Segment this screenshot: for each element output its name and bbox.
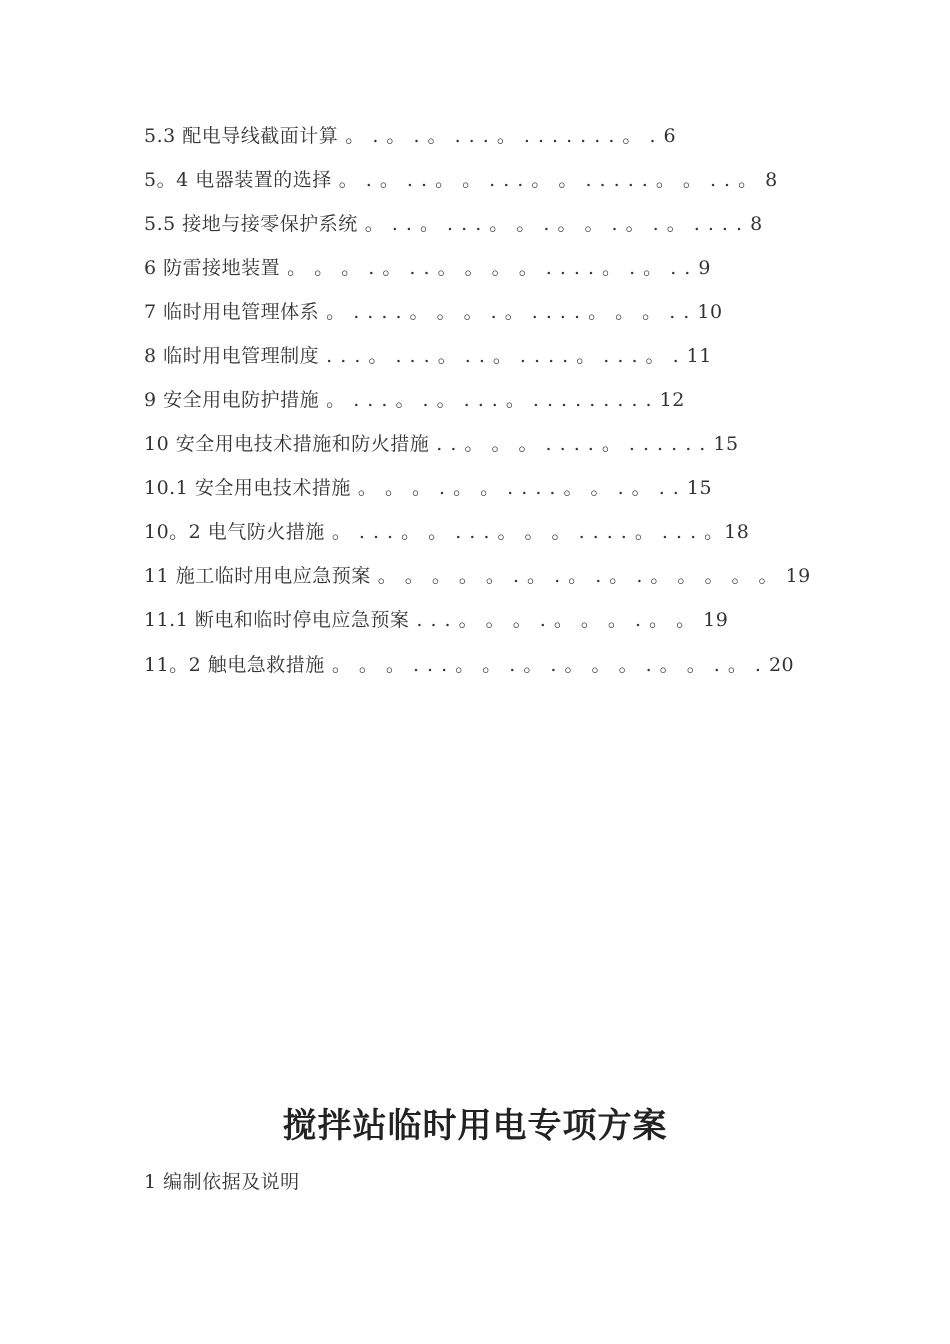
toc-entry[interactable]	[144, 518, 816, 547]
toc-entry-label: 5。4 电器装置的选择	[144, 169, 332, 191]
toc-page-number: 19	[703, 609, 729, 631]
toc-page-number: 9	[698, 257, 711, 279]
toc-entry-label: 11。2 触电急救措施	[144, 654, 325, 676]
toc-page-number: 18	[724, 521, 750, 543]
toc-page-number: 20	[768, 654, 795, 676]
toc-leader-dots: 。 。 。 . . . 。 。 . 。 . 。 。 。 . 。 。 . 。 .	[324, 654, 769, 676]
toc-leader-dots: . . 。 。 。 . . . . 。 . . . . . .	[429, 433, 714, 455]
toc-leader-dots: 。 . . . 。 。 . . . 。 。 。 . . . . 。 . . . 。	[324, 521, 725, 543]
toc-page-number: 8	[765, 169, 778, 191]
toc-leader-dots: 。 . . 。 . . . 。 。 . 。 。 . 。 . 。 . . . .	[357, 213, 751, 235]
document-title: 搅拌站临时用电专项方案	[282, 1106, 668, 1146]
toc-entry[interactable]	[144, 562, 816, 591]
toc-entry[interactable]	[144, 430, 816, 459]
toc-leader-dots: 。 . 。 . . 。 。 . . . 。 。 . . . . . 。 。 . . 。	[331, 169, 766, 191]
toc-entry[interactable]	[144, 298, 816, 327]
toc-entry-label: 5.5 接地与接零保护系统	[144, 213, 358, 235]
toc-entry[interactable]	[144, 474, 816, 503]
toc-page-number: 6	[663, 125, 677, 147]
toc-entry[interactable]	[144, 254, 816, 283]
toc-leader-dots: . . . 。 . . . 。 . . 。 . . . . 。 . . . 。 .	[319, 345, 687, 367]
toc-leader-dots: 。 。 。 。 。 . 。 . 。 . 。 . 。 。 。 。 。	[370, 565, 786, 587]
toc-page-number: 19	[785, 565, 811, 587]
toc-page-number: 15	[713, 433, 739, 455]
toc-leader-dots: . . . 。 。 。 . 。 。 。 . 。 。	[409, 609, 704, 631]
toc-page-number: 15	[686, 477, 713, 499]
toc-page-number: 11	[686, 345, 712, 367]
toc-leader-dots: 。 . . . 。 . 。 . . . 。 . . . . . . . . .	[319, 389, 660, 411]
toc-entry[interactable]	[144, 210, 816, 239]
toc-entry[interactable]	[144, 342, 816, 371]
toc-entry-label: 10 安全用电技术措施和防火措施	[144, 433, 430, 455]
toc-page-number: 8	[750, 213, 763, 235]
toc-leader-dots: 。 . . . . 。 。 。 . 。 . . . . 。 。 。 . .	[319, 301, 698, 323]
toc-leader-dots: 。 。 。 . 。 。 . . . . 。 。 . 。 . .	[350, 477, 687, 499]
toc-page-number: 10	[697, 301, 723, 323]
toc-entry-label: 9 安全用电防护措施	[144, 389, 320, 411]
toc-entry[interactable]	[144, 122, 816, 151]
toc-entry-label: 5.3 配电导线截面计算	[144, 125, 339, 147]
toc-entry[interactable]	[144, 386, 816, 415]
toc-entry-label: 10。2 电气防火措施	[144, 521, 325, 543]
toc-leader-dots: 。 。 。 . 。 . . 。 。 。 。 . . . . 。 . 。 . .	[280, 257, 699, 279]
toc-entry-label: 11 施工临时用电应急预案	[144, 565, 371, 587]
toc-entry-label: 7 临时用电管理体系	[144, 301, 320, 323]
toc-entry[interactable]	[144, 166, 816, 195]
toc-entry-label: 11.1 断电和临时停电应急预案	[144, 609, 410, 631]
toc-page-number: 12	[659, 389, 685, 411]
toc-entry[interactable]	[144, 643, 816, 687]
toc-entry-label: 8 临时用电管理制度	[144, 345, 320, 367]
toc-entry[interactable]	[144, 606, 816, 635]
toc-leader-dots: 。 . 。 . 。 . . . 。 . . . . . . . 。 .	[338, 125, 664, 147]
table-of-contents	[144, 122, 816, 702]
section-heading: 1 编制依据及说明	[144, 1171, 300, 1193]
toc-entry-label: 6 防雷接地装置	[144, 257, 281, 279]
toc-entry-label: 10.1 安全用电技术措施	[144, 477, 351, 499]
